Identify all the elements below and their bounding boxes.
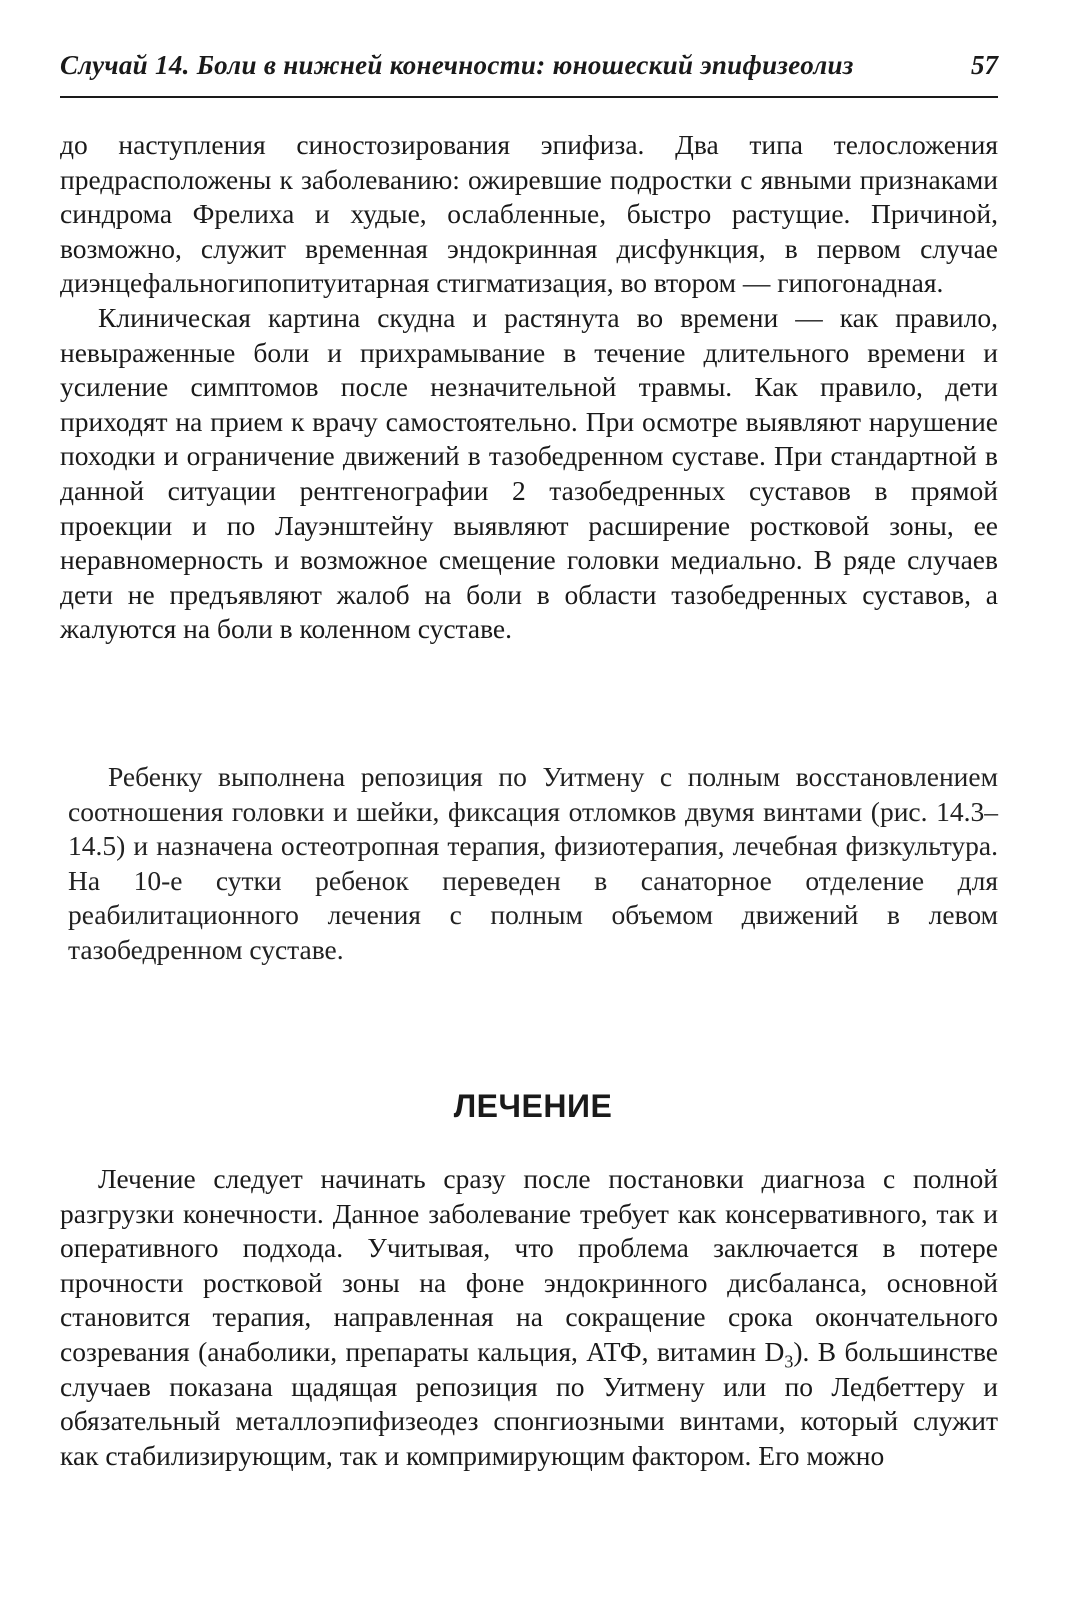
paragraph-2: Клиническая картина скудна и растянута во времени — как правило, невыраженные боли и прихрамывание в течение длительного времени и усиление симптомов после незначительной травмы. Как правило, дети приходят на прием к врачу самостоятельно. При осмотре выявляют нарушение походки и ограничение движений в тазобедренном суставе. При стандартной в данной ситуации рентгенографии 2 тазобедренных суставов в прямой проекции и по Лауэнштейну выявляют расширение ростковой зоны, ее неравномерность и возможное смещение головки медиально. В ряде случаев дети не предъявляют жалоб на боли в области тазобедренных суставов, а жалуются на боли в коленном суставе. [60,301,998,645]
page-header [60,44,998,98]
subscript-3: 3 [784,1351,794,1372]
treatment-text-part-2: ). В большинстве случаев показана щадящая репозиция по Уитмену или по Ледбеттеру и обязательный металлоэпифизеодез спонгиозными винтами, который служит как стабилизирующим, так и компримирующим фактором. Его можно [60,1335,998,1471]
running-head: Случай 14. Боли в нижней конечности: юношеский эпифизеолиз [60,50,854,80]
page-number: 57 [971,50,998,80]
case-note [68,760,998,968]
main-text [60,128,998,647]
case-note-text: Ребенку выполнена репозиция по Уитмену с полным восстановлением соотношения головки и шейки, фиксация отломков двумя винтами (рис. 14.3–14.5) и назначена остеотропная терапия, физиотерапия, лечебная физкультура. На 10-е сутки ребенок переведен в санаторное отделение для реабилитационного лечения с полным объемом движений в левом тазобедренном суставе. [68,761,998,965]
section-heading: ЛЕЧЕНИЕ [453,1088,613,1124]
treatment-text [60,1162,998,1473]
paragraph-1: до наступления синостозирования эпифиза. Два типа телосложения предрасположены к заболеванию: ожиревшие подростки с явными признаками синдрома Фрелиха и худые, ослабленные, быстро растущие. Причиной, возможно, служит временная эндокринная дисфункция, в первом случае диэнцефальногипопитуитарная стигматизация, во втором — гипогонадная. [60,129,998,299]
treatment-text-part-1: Лечение следует начинать сразу после постановки диагноза с полной разгрузки конечности. Данное заболевание требует как консервативного, так и оперативного подхода. Учитывая, что проблема заключается в потере прочности ростковой зоны на фоне эндокринного дисбаланса, основной становится терапия, направленная на сокращение срока окончательного созревания (анаболики, препараты кальция, АТФ, витамин D [60,1163,998,1367]
treatment-paragraph [60,1162,998,1473]
